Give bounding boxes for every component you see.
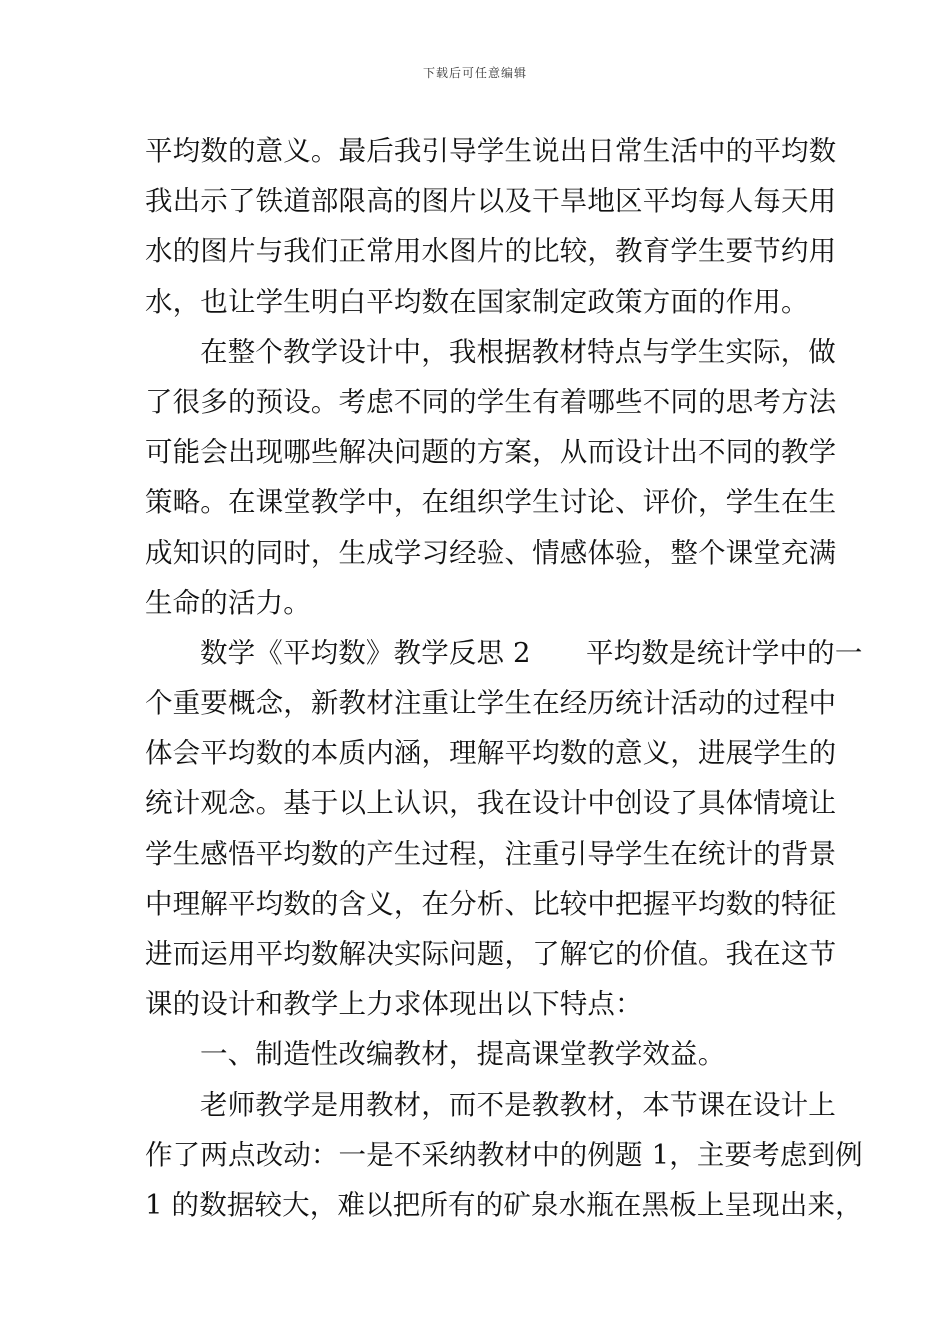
- text-line: 1 的数据较大，难以把所有的矿泉水瓶在黑板上呈现出来，: [145, 1188, 863, 1221]
- text-line: 老师教学是用教材，而不是教教材，本节课在设计上: [200, 1088, 836, 1121]
- section-heading: 一、制造性改编教材，提高课堂教学效益。: [200, 1038, 726, 1071]
- text-line: 策略。在课堂教学中，在组织学生讨论、评价，学生在生: [145, 486, 837, 519]
- document-body: [145, 126, 863, 1230]
- text-line: 学生感悟平均数的产生过程，注重引导学生在统计的背景: [145, 837, 837, 870]
- text-line: 课的设计和教学上力求体现出以下特点：: [145, 988, 643, 1021]
- text-line: 在整个教学设计中，我根据教材特点与学生实际，做: [200, 335, 836, 368]
- text-line: 个重要概念，新教材注重让学生在经历统计活动的过程中: [145, 687, 837, 720]
- text-line: 了很多的预设。考虑不同的学生有着哪些不同的思考方法: [145, 385, 837, 418]
- text-line: 统计观念。基于以上认识，我在设计中创设了具体情境让: [145, 787, 837, 820]
- text-line: 作了两点改动：一是不采纳教材中的例题 1，主要考虑到例: [145, 1138, 863, 1171]
- text-line: 可能会出现哪些解决问题的方案，从而设计出不同的教学: [145, 436, 837, 469]
- text-line: 平均数的意义。最后我引导学生说出日常生活中的平均数: [145, 135, 837, 167]
- text-line: 体会平均数的本质内涵，理解平均数的意义，进展学生的: [145, 737, 837, 770]
- text-line: 成知识的同时，生成学习经验、情感体验，整个课堂充满: [145, 536, 837, 569]
- text-line: 生命的活力。: [145, 586, 311, 619]
- text-line: 进而运用平均数解决实际问题，了解它的价值。我在这节: [145, 938, 837, 970]
- text-line: 水的图片与我们正常用水图片的比较，教育学生要节约用: [145, 235, 837, 268]
- text-line: 水，也让学生明白平均数在国家制定政策方面的作用。: [145, 285, 809, 318]
- page-header: 下载后可任意编辑: [422, 66, 527, 80]
- text-line: 中理解平均数的含义，在分析、比较中把握平均数的特征: [145, 887, 837, 920]
- text-line: 我出示了铁道部限高的图片以及干旱地区平均每人每天用: [145, 185, 837, 218]
- text-line: 数学《平均数》教学反思 2 平均数是统计学中的一: [200, 636, 863, 669]
